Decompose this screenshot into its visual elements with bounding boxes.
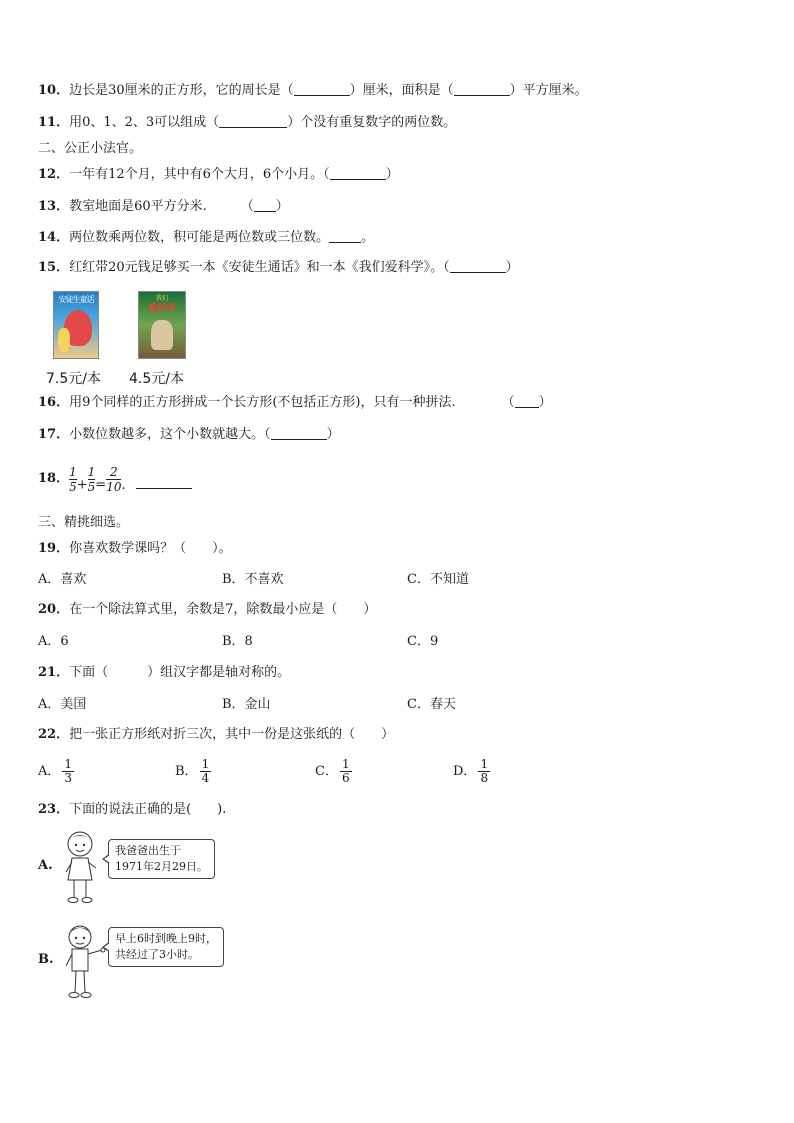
option-b[interactable] [175, 756, 213, 788]
denominator: 10 [106, 479, 122, 494]
option-letter: B． [175, 764, 198, 779]
answer-blank[interactable] [454, 83, 510, 96]
option-a[interactable]: A．美国 [38, 697, 87, 712]
book-title [139, 294, 185, 314]
question-text: ） [385, 167, 399, 182]
question-number: 19． [38, 541, 70, 556]
option-b[interactable]: B．不喜欢 [222, 572, 284, 587]
question-18 [38, 462, 192, 503]
option-a[interactable]: A．6 [38, 634, 69, 649]
question-text: ） [326, 427, 340, 442]
girl-illustration [62, 828, 102, 904]
question-text: 用0、1、2、3可以组成（ [69, 115, 220, 130]
question-12 [38, 166, 399, 184]
answer-blank[interactable] [219, 115, 287, 128]
option-c[interactable]: C．春天 [407, 697, 456, 712]
answer-blank[interactable] [136, 476, 192, 489]
question-text: 把一张正方形纸对折三次，其中一份是这张纸的（ ） [69, 727, 395, 742]
fraction [478, 758, 490, 785]
question-text: 两位数乘两位数，积可能是两位数或三位数。 [69, 230, 330, 245]
question-text: （ [501, 395, 515, 410]
numerator: 1 [341, 757, 350, 771]
question-text: ）平方厘米。 [509, 83, 588, 98]
answer-blank[interactable] [450, 260, 506, 273]
question-11 [38, 114, 456, 132]
question-text: 红红带20元钱足够买一本《安徒生通话》和一本《我们爱科学》。（ [69, 260, 450, 275]
question-number: 21． [38, 665, 70, 680]
option-c[interactable] [315, 756, 354, 788]
denominator: 4 [201, 771, 210, 785]
question-20 [38, 601, 376, 619]
question-10 [38, 82, 588, 100]
answer-blank[interactable] [254, 199, 276, 212]
question-13 [38, 198, 289, 216]
fraction [200, 758, 212, 785]
question-21 [38, 664, 290, 682]
book-title-line: 我们 [155, 295, 168, 302]
section-heading-3: 三、精挑细选。 [38, 515, 130, 530]
question-text: 教室地面是60平方分米. [69, 199, 207, 214]
question-text: 在一个除法算式里，余数是7，除数最小应是（ ） [69, 602, 377, 617]
denominator: 8 [480, 771, 489, 785]
bubble-text: 1971年2月29日。 [115, 860, 208, 873]
numerator: 1 [87, 464, 96, 479]
figure-illustration [58, 328, 70, 352]
question-22 [38, 726, 394, 744]
fraction [106, 465, 121, 494]
question-text: ） [538, 395, 552, 410]
operator: = [95, 477, 107, 493]
question-text: ）厘米，面积是（ [349, 83, 454, 98]
question-number: 14． [38, 230, 70, 245]
question-14 [38, 229, 374, 247]
fraction [69, 465, 77, 494]
option-letter: D． [453, 764, 477, 779]
answer-blank[interactable] [271, 427, 327, 440]
question-text: ）个没有重复数字的两位数。 [287, 115, 457, 130]
price-book-2: 4.5元/本 [129, 371, 184, 387]
question-number: 12． [38, 167, 70, 182]
option-b[interactable]: B．8 [222, 634, 253, 649]
question-17 [38, 426, 340, 444]
punctuation: . [121, 477, 126, 493]
boy-illustration [62, 922, 106, 1000]
speech-bubble-b [108, 927, 224, 967]
speech-bubble-a [108, 839, 215, 879]
option-a[interactable]: A．喜欢 [38, 572, 87, 587]
numerator: 2 [110, 464, 118, 479]
option-d[interactable] [453, 756, 492, 788]
figure-illustration [151, 320, 173, 350]
book-cover-andersen [53, 291, 99, 359]
bubble-text: 共经过了3小时。 [115, 948, 199, 961]
question-text: 小数位数越多，这个小数就越大。（ [69, 427, 271, 442]
option-letter: A． [38, 764, 61, 779]
question-number: 17． [38, 427, 70, 442]
fraction [62, 758, 74, 785]
price-book-1: 7.5元/本 [46, 371, 101, 387]
section-heading-2: 二、公正小法官。 [38, 141, 143, 156]
question-number: 20． [38, 602, 70, 617]
question-15 [38, 259, 519, 277]
question-text: 用9个同样的正方形拼成一个长方形(不包括正方形)，只有一种拼法. [69, 395, 456, 410]
bubble-text: 早上6时到晚上9时， [115, 932, 217, 945]
denominator: 3 [64, 771, 73, 785]
question-number: 18． [38, 471, 70, 486]
book-cover-science [138, 291, 186, 359]
option-a[interactable]: A. [38, 858, 53, 873]
question-number: 23． [38, 802, 70, 817]
question-text: ） [275, 199, 289, 214]
fraction [340, 758, 352, 785]
question-text: 一年有12个月，其中有6个大月，6个小月。（ [69, 167, 330, 182]
bubble-text: 我爸爸出生于 [115, 844, 181, 857]
denominator: 5 [69, 479, 77, 494]
question-number: 10． [38, 83, 70, 98]
denominator: 6 [341, 771, 350, 785]
option-b[interactable]: B．金山 [222, 697, 271, 712]
book-title-line: 爱科学 [148, 304, 176, 314]
answer-blank[interactable] [515, 395, 539, 408]
question-text: （ [240, 199, 254, 214]
operator: + [76, 477, 88, 493]
question-number: 15． [38, 260, 70, 275]
option-c[interactable]: C．不知道 [407, 572, 469, 587]
answer-blank[interactable] [294, 83, 350, 96]
book-title: 安徒生童话 [58, 295, 94, 304]
question-text: 下面的说法正确的是( ). [69, 802, 227, 817]
option-c[interactable]: C．9 [407, 634, 439, 649]
question-text: 下面（ ）组汉字都是轴对称的。 [69, 665, 291, 680]
question-text: ） [505, 260, 519, 275]
question-number: 11． [38, 115, 70, 130]
question-16 [38, 394, 552, 412]
answer-blank[interactable] [329, 230, 361, 243]
numerator: 1 [64, 757, 73, 771]
option-a[interactable] [38, 756, 76, 788]
question-number: 13． [38, 199, 70, 214]
numerator: 1 [201, 757, 210, 771]
question-19 [38, 540, 232, 558]
option-b[interactable]: B. [38, 952, 54, 967]
question-number: 22． [38, 727, 70, 742]
denominator: 5 [87, 479, 96, 494]
question-text: 边长是30厘米的正方形，它的周长是（ [69, 83, 294, 98]
numerator: 1 [480, 757, 489, 771]
answer-blank[interactable] [330, 167, 386, 180]
numerator: 1 [69, 464, 77, 479]
option-letter: C． [315, 764, 338, 779]
question-text: 你喜欢数学课吗？（ ）。 [69, 541, 232, 556]
question-23 [38, 801, 226, 819]
question-number: 16． [38, 395, 70, 410]
question-text: 。 [361, 230, 375, 245]
